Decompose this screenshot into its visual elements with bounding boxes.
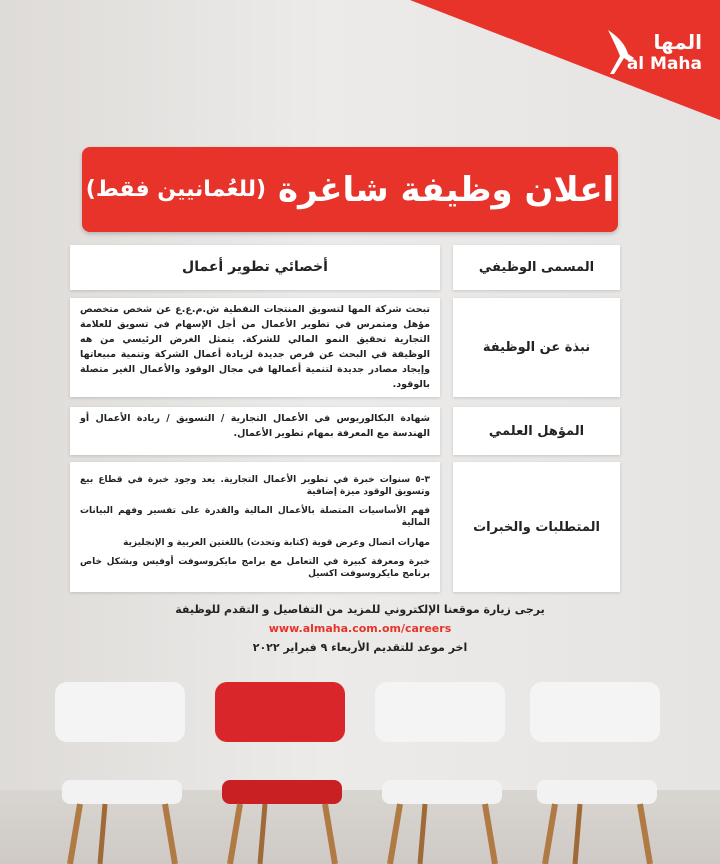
label-job-summary: نبذة عن الوظيفة	[453, 298, 620, 397]
title-banner	[82, 147, 618, 232]
deadline-text: اخر موعد للتقديم الأربعاء ٩ فبراير ٢٠٢٢	[252, 641, 468, 654]
requirement-item: خبرة ومعرفة كبيرة في التعامل مع برامج مايكروسوفت أوفيس وبشكل خاص برنامج مايكروسوفت اكسيل	[80, 557, 430, 580]
label-job-title: المسمى الوظيفي	[453, 245, 620, 290]
label-requirements: المتطلبات والخبرات	[453, 462, 620, 592]
requirement-item: مهارات اتصال وعرض قوية (كتابة وتحدث) باللغتين العربية و الإنجليزية	[123, 537, 430, 548]
footer	[90, 603, 630, 655]
value-job-summary: تبحث شركة المها لتسويق المنتجات النفطية ش.م.ع.ع عن شخص متخصص مؤهل ومتمرس في تطوير الأعمال من أجل الإسهام في تسويق للعلامة التجارية تحقيق النمو المالي للشركة. يتمثل الغرض الرئيسي من هه الوظيفة في البحث عن فرص جديدة لزيادة أعمال الشركة وتنمية مبيعاتها وإيجاد مصادر جديدة لتنمية أعمالها في مجال الوقود والأعمال الغير متصلة بالوقود.	[70, 298, 440, 397]
label-qualification: المؤهل العلمي	[453, 407, 620, 455]
requirement-item: فهم الأساسيات المتصلة بالأعمال المالية والقدرة على تفسير وفهم البيانات المالية	[80, 506, 430, 529]
visit-text: يرجى زيارة موقعنا الإلكتروني للمزيد من التفاصيل و التقدم للوظيفة	[175, 603, 545, 616]
careers-link[interactable]: www.almaha.com.om/careers	[268, 622, 452, 635]
logo-english: al Maha	[626, 54, 702, 74]
red-chair	[210, 680, 350, 864]
gazelle-icon	[600, 28, 640, 78]
value-job-title: أخصائي تطوير أعمال	[70, 245, 440, 290]
requirement-item: ٣-٥ سنوات خبرة في تطوير الأعمال التجارية. يعد وجود خبرة في قطاع بيع وتسويق الوقود ميزة إضافية	[80, 474, 430, 497]
page-title: اعلان وظيفة شاغرة	[278, 169, 615, 210]
value-requirements	[70, 462, 440, 592]
logo-arabic: المها	[653, 30, 702, 54]
value-qualification: شهادة البكالوريوس في الأعمال التجارية / التسويق / ريادة الأعمال أو الهندسة مع المعرفة بمهام تطوير الأعمال.	[70, 407, 440, 455]
white-chair	[50, 680, 190, 864]
page-subtitle: (للعُمانيين فقط)	[85, 177, 267, 202]
white-chair	[525, 680, 665, 864]
white-chair	[370, 680, 510, 864]
almaha-logo	[627, 30, 702, 74]
